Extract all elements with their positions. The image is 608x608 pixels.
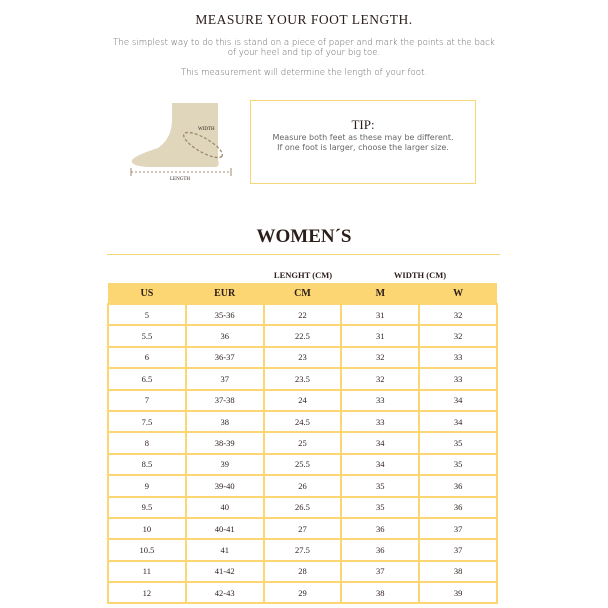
table-cell: 31 xyxy=(341,304,419,325)
table-cell: 32 xyxy=(419,304,497,325)
table-cell: 22.5 xyxy=(264,325,342,346)
table-cell: 9 xyxy=(108,475,186,496)
table-cell: 36 xyxy=(341,539,419,560)
table-cell: 34 xyxy=(419,390,497,411)
table-cell: 39 xyxy=(419,582,497,603)
table-row xyxy=(108,582,497,603)
table-cell: 35 xyxy=(419,454,497,475)
table-row xyxy=(108,368,497,389)
table-cell: 27 xyxy=(264,518,342,539)
foot-diagram xyxy=(128,100,238,184)
table-cell: 5.5 xyxy=(108,325,186,346)
table-row xyxy=(108,411,497,432)
column-header-w: W xyxy=(419,283,497,304)
table-cell: 37 xyxy=(341,561,419,582)
table-row xyxy=(108,325,497,346)
table-cell: 41-42 xyxy=(186,561,264,582)
table-row xyxy=(108,561,497,582)
tip-line-1: Measure both feet as these may be different. xyxy=(272,133,454,142)
page-title: MEASURE YOUR FOOT LENGTH. xyxy=(195,12,413,27)
table-cell: 32 xyxy=(341,347,419,368)
table-cell: 39-40 xyxy=(186,475,264,496)
tip-title: TIP: xyxy=(351,117,375,132)
table-cell: 27.5 xyxy=(264,539,342,560)
table-cell: 38 xyxy=(186,411,264,432)
table-cell: 40 xyxy=(186,497,264,518)
table-cell: 34 xyxy=(341,454,419,475)
table-cell: 40-41 xyxy=(186,518,264,539)
intro-text: The simplest way to do this is stand on a piece of paper and mark the points at the back of your heel and tip of your big toe. xyxy=(113,38,495,58)
table-cell: 26 xyxy=(264,475,342,496)
intro-text-2: This measurement will determine the length of your foot. xyxy=(180,68,428,78)
column-header-us: US xyxy=(108,283,186,304)
length-label: LENGTH xyxy=(170,177,190,182)
table-cell: 7 xyxy=(108,390,186,411)
table-cell: 38 xyxy=(419,561,497,582)
table-cell: 34 xyxy=(341,432,419,453)
table-row xyxy=(108,475,497,496)
table-cell: 38-39 xyxy=(186,432,264,453)
table-cell: 24.5 xyxy=(264,411,342,432)
table-cell: 29 xyxy=(264,582,342,603)
table-cell: 33 xyxy=(341,411,419,432)
table-cell: 42-43 xyxy=(186,582,264,603)
table-cell: 37 xyxy=(419,539,497,560)
table-cell: 22 xyxy=(264,304,342,325)
tip-line-2: If one foot is larger, choose the larger size. xyxy=(277,143,449,152)
table-cell: 36 xyxy=(419,475,497,496)
width-label: WIDTH xyxy=(198,127,215,132)
table-row xyxy=(108,347,497,368)
table-cell: 37 xyxy=(186,368,264,389)
table-cell: 35-36 xyxy=(186,304,264,325)
table-cell: 8 xyxy=(108,432,186,453)
table-cell: 5 xyxy=(108,304,186,325)
table-cell: 39 xyxy=(186,454,264,475)
table-row xyxy=(108,304,497,325)
table-cell: 35 xyxy=(341,475,419,496)
foot-icon xyxy=(128,100,238,184)
table-cell: 32 xyxy=(341,368,419,389)
table-cell: 33 xyxy=(341,390,419,411)
table-cell: 31 xyxy=(341,325,419,346)
table-cell: 23 xyxy=(264,347,342,368)
table-cell: 25 xyxy=(264,432,342,453)
table-cell: 36-37 xyxy=(186,347,264,368)
table-cell: 37-38 xyxy=(186,390,264,411)
table-cell: 28 xyxy=(264,561,342,582)
table-cell: 7.5 xyxy=(108,411,186,432)
table-cell: 6 xyxy=(108,347,186,368)
table-row xyxy=(108,497,497,518)
table-cell: 36 xyxy=(186,325,264,346)
table-cell: 24 xyxy=(264,390,342,411)
table-cell: 25.5 xyxy=(264,454,342,475)
table-cell: 41 xyxy=(186,539,264,560)
width-group-header: WIDTH (CM) xyxy=(393,270,447,280)
table-row xyxy=(108,518,497,539)
column-header-m: M xyxy=(341,283,419,304)
table-cell: 23.5 xyxy=(264,368,342,389)
table-cell: 33 xyxy=(419,368,497,389)
table-row xyxy=(108,454,497,475)
table-cell: 36 xyxy=(419,497,497,518)
table-cell: 10.5 xyxy=(108,539,186,560)
column-header-cm: CM xyxy=(264,283,342,304)
divider xyxy=(107,254,500,255)
table-row xyxy=(108,539,497,560)
table-cell: 36 xyxy=(341,518,419,539)
table-row xyxy=(108,432,497,453)
tip-box xyxy=(250,100,476,184)
length-group-header: LENGHT (CM) xyxy=(273,270,333,280)
column-header-eur: EUR xyxy=(186,283,264,304)
table-cell: 34 xyxy=(419,411,497,432)
section-title: WOMEN´S xyxy=(256,226,352,247)
table-cell: 8.5 xyxy=(108,454,186,475)
size-table xyxy=(107,283,498,604)
table-cell: 35 xyxy=(341,497,419,518)
table-cell: 38 xyxy=(341,582,419,603)
table-cell: 11 xyxy=(108,561,186,582)
table-cell: 37 xyxy=(419,518,497,539)
table-row xyxy=(108,390,497,411)
table-cell: 12 xyxy=(108,582,186,603)
table-cell: 9.5 xyxy=(108,497,186,518)
table-cell: 33 xyxy=(419,347,497,368)
table-cell: 6.5 xyxy=(108,368,186,389)
table-cell: 35 xyxy=(419,432,497,453)
table-cell: 26.5 xyxy=(264,497,342,518)
table-cell: 32 xyxy=(419,325,497,346)
table-cell: 10 xyxy=(108,518,186,539)
